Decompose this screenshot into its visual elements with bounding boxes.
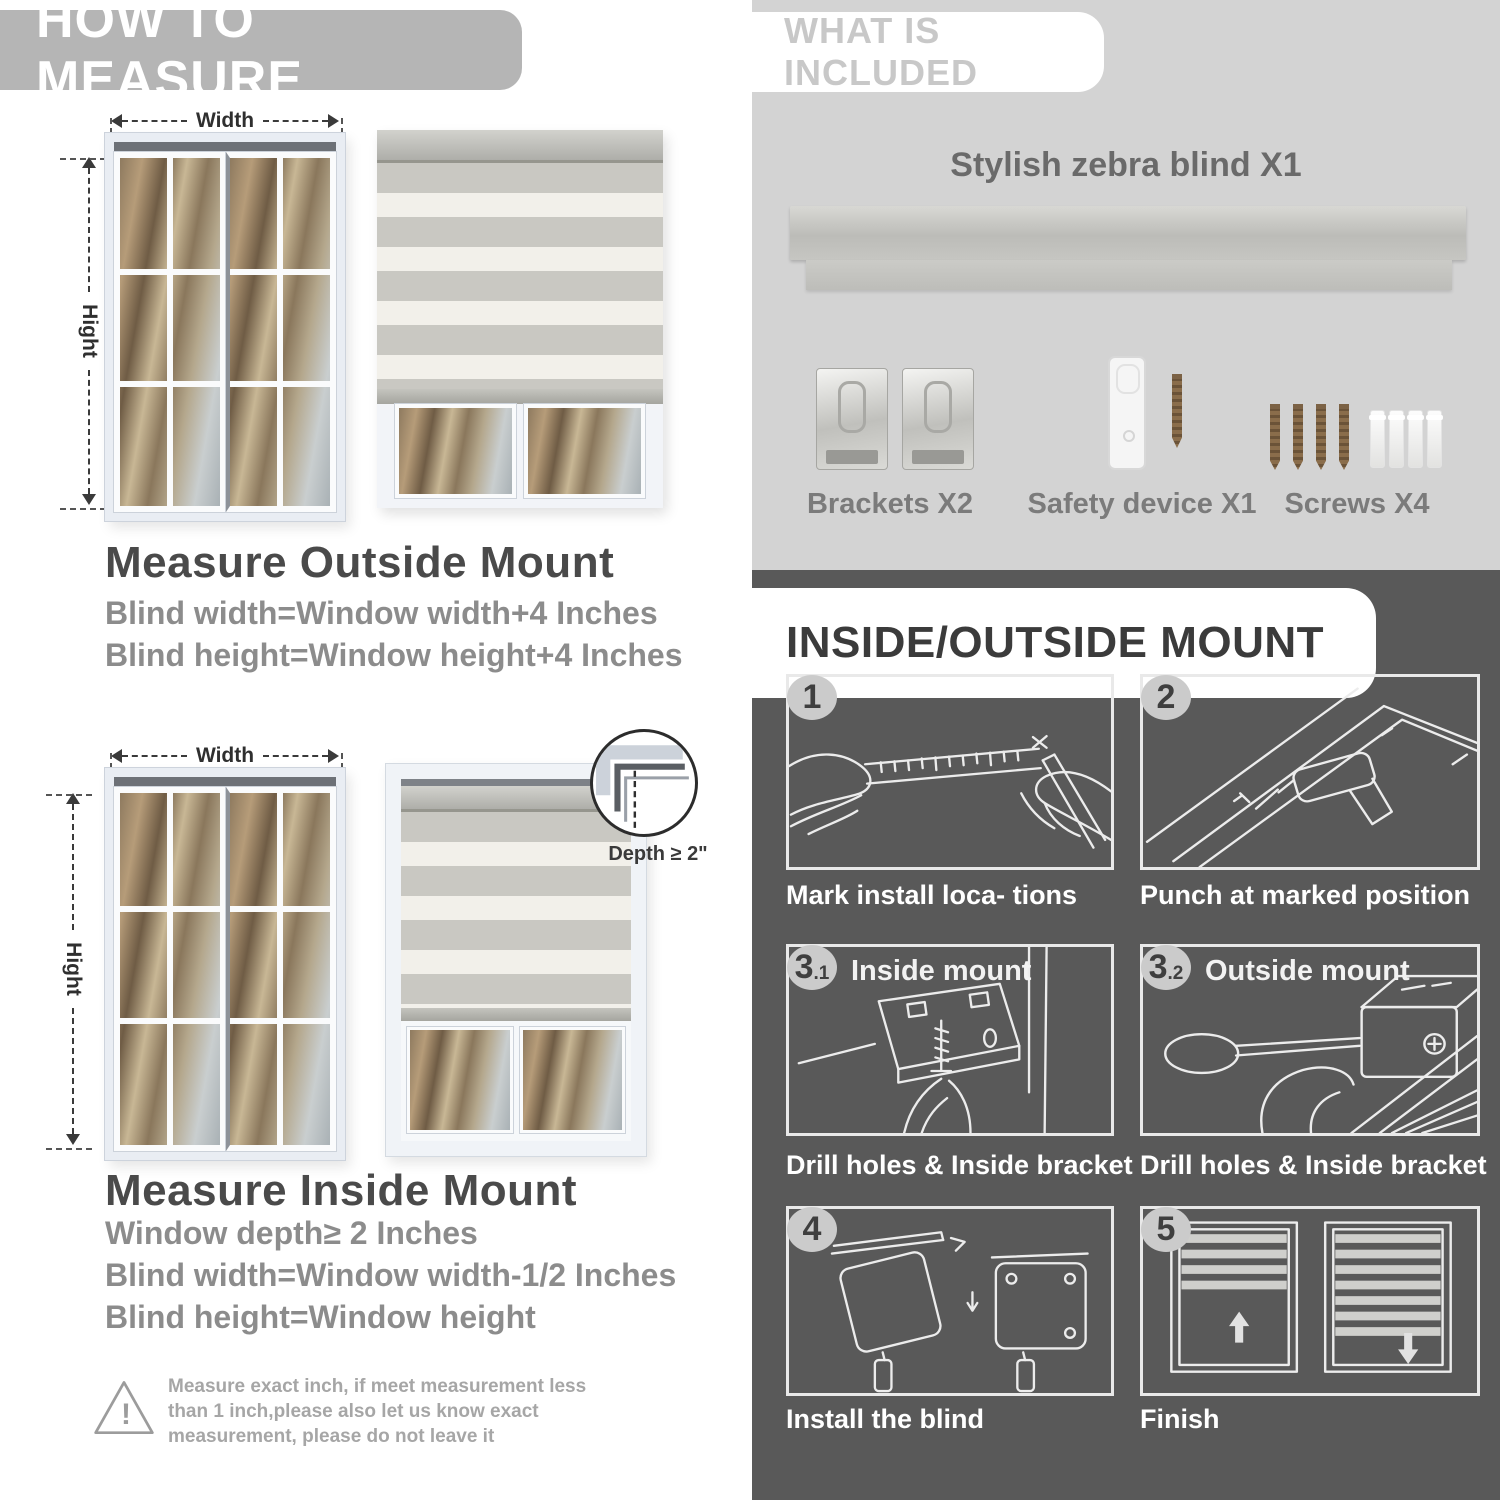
blind-zebra-stripes	[377, 163, 663, 389]
step-5-caption: Finish	[1140, 1404, 1220, 1434]
screws-label: Screws X4	[1284, 488, 1430, 520]
outside-mount-label: Outside mount	[1205, 955, 1410, 987]
blind-bottom-rail	[401, 1008, 631, 1021]
step-2-badge	[1141, 675, 1191, 720]
screw-icon	[1339, 404, 1349, 470]
inside-mount-formulas	[105, 1212, 676, 1338]
fig1-width-label: Width	[195, 109, 255, 132]
step-number: 3	[1148, 948, 1168, 986]
outside-mount-heading: Measure Outside Mount	[105, 538, 615, 587]
step-3-1-badge	[787, 945, 837, 990]
step-4-badge	[787, 1207, 837, 1252]
mullion	[120, 1018, 220, 1024]
how-to-measure-title: HOW TO MEASURE	[36, 0, 304, 109]
zebra-blind-item-label: Stylish zebra blind X1	[950, 146, 1302, 184]
outside-mount-height-formula: Blind height=Window height+4 Inches	[105, 637, 683, 673]
step-2-box	[1140, 674, 1480, 870]
fig2-height-label: Hight	[62, 942, 85, 996]
step-3-1-caption: Drill holes & Inside bracket	[786, 1150, 1133, 1180]
step-subnumber: .2	[1167, 963, 1184, 984]
window-doors	[114, 152, 336, 512]
screw-icon	[1172, 374, 1182, 448]
screw-icon	[1270, 404, 1280, 470]
blind-bottom-rail	[377, 389, 663, 404]
wall-anchor-icon	[1427, 410, 1442, 468]
outside-mount-formulas	[105, 592, 683, 676]
zebra-blind-headrail-image	[790, 206, 1466, 260]
safety-device-icon	[1108, 356, 1146, 470]
window-doors	[114, 787, 336, 1151]
fig1-width-dimension	[104, 110, 346, 132]
arrow-right-icon	[328, 114, 346, 128]
dashed-line	[122, 755, 187, 757]
dashed-line	[263, 755, 328, 757]
step-5-badge	[1141, 1207, 1191, 1252]
wall-anchor-icon	[1408, 410, 1423, 468]
brackets-label: Brackets X2	[806, 488, 974, 520]
fig2-window-illustration	[105, 768, 345, 1160]
dashed-line	[88, 168, 90, 292]
window-pane	[520, 1027, 626, 1133]
bracket-icon	[816, 368, 888, 470]
step-1-caption: Mark install loca- tions	[786, 880, 1078, 910]
fig1-height-label: Hight	[78, 304, 101, 358]
window-below-blind	[401, 1021, 631, 1141]
blind-zebra-stripes	[401, 812, 631, 1008]
guide-line	[60, 508, 106, 510]
fig2-height-dimension	[62, 786, 84, 1152]
step-number: 3	[794, 948, 814, 986]
fig2-width-dimension	[104, 745, 346, 767]
mullion	[120, 381, 220, 387]
step-2-illustration	[1143, 677, 1477, 867]
warning-triangle-icon	[92, 1374, 156, 1442]
step-5-box	[1140, 1206, 1480, 1396]
mullion	[277, 793, 283, 1145]
step-number: 2	[1156, 678, 1176, 716]
window-track	[114, 777, 336, 787]
arrow-right-icon	[328, 749, 346, 763]
what-is-included-title: WHAT IS INCLUDED	[784, 10, 978, 93]
step-4-caption: Install the blind	[786, 1404, 985, 1434]
fig1-height-dimension	[78, 150, 100, 512]
window-door	[114, 152, 226, 512]
mullion	[120, 906, 220, 912]
step-3-2-box	[1140, 944, 1480, 1136]
dashed-line	[72, 804, 74, 930]
step-1-illustration	[789, 677, 1111, 867]
how-to-measure-header-bar	[0, 0, 522, 109]
window-door	[226, 787, 336, 1151]
exclamation-mark: !	[121, 1398, 131, 1431]
screw-icon	[1293, 404, 1303, 470]
window-pane	[395, 404, 516, 498]
wall-anchor-icon	[1370, 410, 1385, 468]
fig1-window-illustration	[105, 133, 345, 521]
step-number: 4	[802, 1210, 822, 1248]
window-below-blind	[377, 404, 663, 508]
zebra-blind-headrail-underside	[806, 260, 1452, 290]
depth-requirement-label: Depth ≥ 2"	[608, 843, 708, 865]
dashed-line	[122, 120, 187, 122]
inside-mount-heading: Measure Inside Mount	[105, 1166, 578, 1215]
mullion	[120, 269, 220, 275]
safety-device-label: Safety device X1	[1027, 488, 1257, 520]
dashed-line	[88, 370, 90, 494]
window-pane	[407, 1027, 513, 1133]
blind-headrail	[377, 130, 663, 163]
guide-line	[60, 158, 106, 160]
outside-mount-width-formula: Blind width=Window width+4 Inches	[105, 595, 658, 631]
fig2-width-label: Width	[195, 744, 255, 767]
step-3-1-box	[786, 944, 1114, 1136]
step-number: 5	[1156, 1210, 1176, 1248]
inside-mount-depth-rule: Window depth≥ 2 Inches	[105, 1215, 478, 1251]
step-4-box	[786, 1206, 1114, 1396]
step-1-box	[786, 674, 1114, 870]
step-3-2-caption: Drill holes & Inside bracket	[1140, 1150, 1487, 1180]
step-subnumber: .1	[813, 963, 830, 984]
window-pane	[524, 404, 645, 498]
mullion	[167, 793, 173, 1145]
mullion	[230, 381, 330, 387]
mullion	[230, 1018, 330, 1024]
mullion	[230, 906, 330, 912]
step-4-illustration	[789, 1209, 1111, 1393]
window-door	[114, 787, 226, 1151]
arrow-left-icon	[104, 114, 122, 128]
mullion	[230, 269, 330, 275]
step-5-illustration	[1143, 1209, 1477, 1393]
step-2-caption: Punch at marked position	[1140, 880, 1471, 910]
bracket-icon	[902, 368, 974, 470]
fig1-zebra-blind-illustration	[377, 130, 663, 508]
inside-mount-height-formula: Blind height=Window height	[105, 1299, 536, 1335]
window-door	[226, 152, 336, 512]
arrow-left-icon	[104, 749, 122, 763]
screw-icon	[1316, 404, 1326, 470]
mullion	[167, 158, 173, 506]
measurement-warning-text: Measure exact inch, if meet measurement less than 1 inch,please also let us know exact measurement, please do not leave it	[168, 1376, 587, 1447]
guide-line	[46, 794, 92, 796]
guide-line	[46, 1148, 92, 1150]
fig2-height-label-wrap	[46, 930, 100, 1008]
depth-detail-magnifier	[590, 729, 698, 837]
mullion	[277, 158, 283, 506]
dashed-line	[72, 1008, 74, 1134]
step-1-badge	[787, 675, 837, 720]
window-corner-detail-icon	[593, 732, 695, 834]
dashed-line	[263, 120, 328, 122]
what-is-included-header-band	[752, 12, 1104, 92]
mount-title: INSIDE/OUTSIDE MOUNT	[786, 618, 1325, 667]
window-track	[114, 142, 336, 152]
wall-anchor-icon	[1389, 410, 1404, 468]
inside-mount-label: Inside mount	[851, 955, 1032, 987]
step-3-2-badge	[1141, 945, 1191, 990]
inside-mount-width-formula: Blind width=Window width-1/2 Inches	[105, 1257, 677, 1293]
step-number: 1	[802, 678, 822, 716]
